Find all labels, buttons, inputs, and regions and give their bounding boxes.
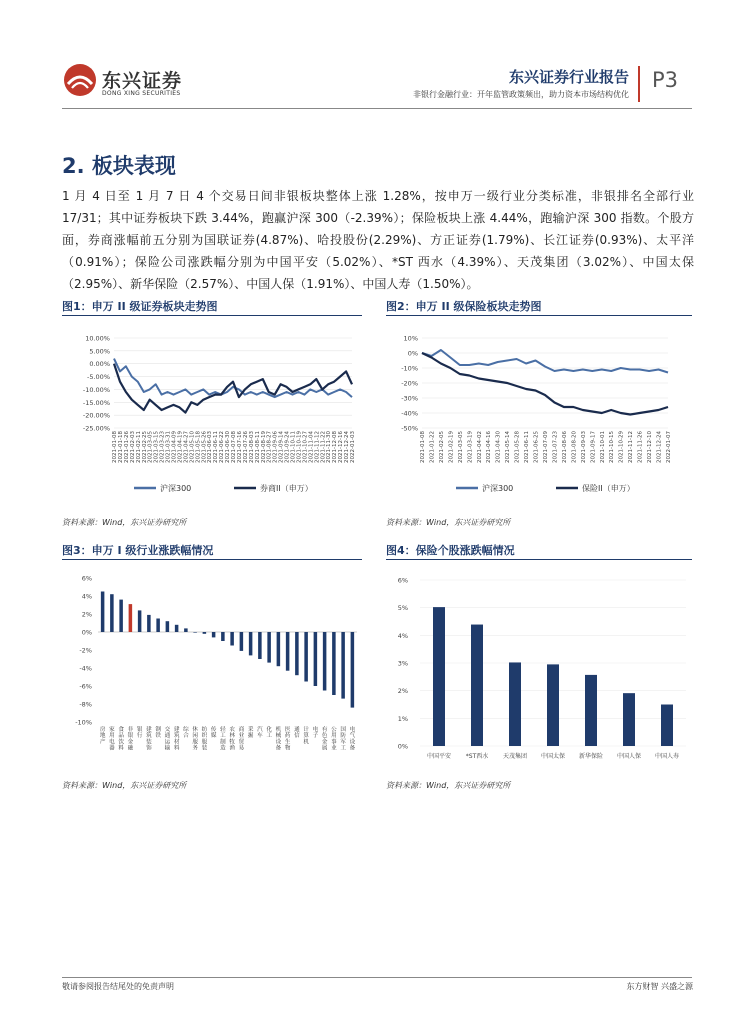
bar xyxy=(471,625,483,746)
bar xyxy=(138,610,142,632)
x-tick-label: 2021-10-01 xyxy=(599,431,606,463)
x-tick-label: 中国太保 xyxy=(540,753,566,760)
x-tick-label: 2021-06-30 xyxy=(225,431,232,463)
footer-rule xyxy=(62,977,692,978)
legend-label: 沪深300 xyxy=(482,484,514,493)
x-tick-label: 通信 xyxy=(294,727,300,740)
bar xyxy=(249,632,253,655)
y-tick-label: -20% xyxy=(401,379,418,388)
x-tick-label: 2021-06-03 xyxy=(207,431,214,463)
x-tick-label: 2021-11-12 xyxy=(314,431,321,463)
x-tick-label: 2021-03-31 xyxy=(165,431,172,463)
x-tick-label: 2021-10-27 xyxy=(302,431,309,463)
x-tick-label: 2021-03-05 xyxy=(457,431,464,463)
x-tick-label: 2021-04-19 xyxy=(177,431,184,463)
x-tick-label: 2021-01-26 xyxy=(123,431,130,463)
x-tick-label: 公用事业 xyxy=(331,727,337,752)
x-tick-label: 2021-08-27 xyxy=(266,431,273,463)
x-tick-label: 家用电器 xyxy=(109,727,115,752)
fig2-chart xyxy=(386,320,692,505)
y-tick-label: 1% xyxy=(397,714,408,723)
page-number: P3 xyxy=(652,68,679,92)
bar xyxy=(295,632,299,675)
x-tick-label: 2021-01-08 xyxy=(112,431,118,463)
bar xyxy=(332,632,336,695)
x-tick-label: 汽车 xyxy=(257,727,263,740)
x-tick-label: 综合 xyxy=(183,727,189,740)
x-tick-label: 2021-04-02 xyxy=(476,431,483,463)
bar xyxy=(509,662,521,746)
x-tick-label: 2021-07-26 xyxy=(242,431,249,463)
x-tick-label: 农林牧渔 xyxy=(229,727,235,752)
legend-label: 保险II（申万） xyxy=(582,484,635,493)
bar xyxy=(203,632,207,634)
x-tick-label: 商业贸易 xyxy=(238,727,245,752)
x-tick-label: 中国人保 xyxy=(616,753,642,760)
bar xyxy=(221,632,225,641)
x-tick-label: 2021-04-30 xyxy=(495,431,502,463)
fig1-rule xyxy=(62,315,362,316)
bar xyxy=(351,632,355,708)
x-tick-label: 2021-08-03 xyxy=(248,431,255,463)
x-tick-label: 2021-11-22 xyxy=(320,431,327,463)
x-tick-label: 2021-01-08 xyxy=(420,431,426,463)
y-tick-label: -10% xyxy=(401,364,418,373)
x-tick-label: 2021-04-09 xyxy=(171,431,178,463)
bar xyxy=(240,632,244,651)
x-tick-label: 房地产 xyxy=(99,727,106,746)
bar xyxy=(258,632,262,659)
y-tick-label: 3% xyxy=(397,659,408,668)
y-tick-label: 6% xyxy=(397,576,408,585)
bar xyxy=(156,619,160,633)
legend-label: 沪深300 xyxy=(160,484,192,493)
x-tick-label: 2021-08-20 xyxy=(571,431,578,463)
x-tick-label: 2021-10-19 xyxy=(296,431,303,463)
x-tick-label: 2021-05-14 xyxy=(505,431,512,463)
x-tick-label: 2021-07-23 xyxy=(552,431,559,463)
x-tick-label: 机械设备 xyxy=(275,727,282,752)
series-line-1 xyxy=(422,353,668,415)
x-tick-label: 2021-01-18 xyxy=(117,431,124,463)
x-tick-label: 2021-09-06 xyxy=(272,431,279,463)
x-tick-label: 2021-05-18 xyxy=(195,431,202,463)
y-tick-label: -30% xyxy=(401,394,418,403)
fig3-rule xyxy=(62,559,362,560)
fig1-title: 图1：申万 II 级证券板块走势图 xyxy=(62,300,218,313)
x-tick-label: 纺织服装 xyxy=(201,727,208,752)
y-tick-label: 0% xyxy=(407,349,418,358)
fig2-title: 图2：申万 II 级保险板块走势图 xyxy=(386,300,542,313)
bar xyxy=(304,632,308,682)
bar xyxy=(166,621,170,632)
x-tick-label: 2021-06-11 xyxy=(213,431,220,463)
y-tick-label: -4% xyxy=(79,664,92,673)
y-tick-label: -10.00% xyxy=(82,385,110,394)
y-tick-label: 0% xyxy=(397,742,408,751)
bar xyxy=(147,615,151,632)
y-tick-label: 2% xyxy=(397,687,408,696)
x-tick-label: 传媒 xyxy=(210,727,217,740)
company-logo xyxy=(62,62,192,104)
y-tick-label: 4% xyxy=(397,631,408,640)
y-tick-label: 0% xyxy=(81,628,92,637)
x-tick-label: 2021-10-15 xyxy=(609,431,616,463)
x-tick-label: 2021-04-27 xyxy=(183,431,190,463)
x-tick-label: 2022-01-07 xyxy=(666,431,672,463)
fig4-title: 图4：保险个股涨跌幅情况 xyxy=(386,544,515,557)
report-subtitle: 非银行金融行业：开年监管政策频出，助力资本市场结构优化 xyxy=(413,90,629,99)
bar xyxy=(585,675,597,746)
x-tick-label: 2021-09-03 xyxy=(580,431,587,463)
x-tick-label: 2021-05-26 xyxy=(201,431,208,463)
x-tick-label: 2021-10-29 xyxy=(618,431,625,463)
x-tick-label: 2021-12-24 xyxy=(656,431,663,463)
bar xyxy=(119,600,123,632)
x-tick-label: 2021-09-14 xyxy=(278,431,285,463)
x-tick-label: 轻工制造 xyxy=(220,727,226,752)
x-tick-label: 有色金属 xyxy=(321,727,328,752)
x-tick-label: 天茂集团 xyxy=(502,753,528,760)
x-tick-label: 中国人寿 xyxy=(654,753,680,760)
bar xyxy=(623,693,635,746)
x-tick-label: 建筑材料 xyxy=(173,727,180,752)
bar xyxy=(433,607,445,746)
y-tick-label: -40% xyxy=(401,409,418,418)
x-tick-label: 钢铁 xyxy=(155,727,161,740)
x-tick-label: 电子 xyxy=(312,727,319,740)
x-tick-label: 2021-08-06 xyxy=(561,431,568,463)
x-tick-label: 2021-02-25 xyxy=(141,431,148,463)
fig3-source: 资料来源：Wind，东兴证券研究所 xyxy=(62,781,187,790)
report-type: 东兴证券行业报告 xyxy=(508,68,629,86)
y-tick-label: -8% xyxy=(79,700,92,709)
x-tick-label: 2021-12-16 xyxy=(338,431,345,463)
y-tick-label: -25.00% xyxy=(82,424,110,433)
bar xyxy=(184,628,188,632)
bar xyxy=(193,632,197,633)
x-tick-label: 2021-03-15 xyxy=(153,431,160,463)
x-tick-label: 2021-01-22 xyxy=(429,431,436,463)
x-tick-label: 2021-06-25 xyxy=(533,431,540,463)
fig3-title: 图3：申万 I 级行业涨跌幅情况 xyxy=(62,544,214,557)
bar xyxy=(267,632,271,663)
bar xyxy=(212,632,216,637)
x-tick-label: 非银金融 xyxy=(127,727,134,752)
bar xyxy=(547,664,559,746)
x-tick-label: 2021-10-11 xyxy=(290,431,297,463)
x-tick-label: 电气设备 xyxy=(349,727,356,752)
y-tick-label: -20.00% xyxy=(82,411,110,420)
bar xyxy=(286,632,290,671)
x-tick-label: 2021-09-17 xyxy=(590,431,597,463)
bar xyxy=(341,632,345,699)
x-tick-label: *ST西水 xyxy=(465,753,489,760)
fig4-chart xyxy=(386,566,692,771)
bar xyxy=(101,592,105,633)
y-tick-label: 10% xyxy=(403,334,418,343)
y-tick-label: -50% xyxy=(401,424,418,433)
x-tick-label: 建筑装饰 xyxy=(146,727,152,752)
x-tick-label: 食品饮料 xyxy=(118,727,124,752)
bar xyxy=(175,625,179,632)
x-tick-label: 2021-03-05 xyxy=(147,431,154,463)
y-tick-label: 4% xyxy=(81,592,92,601)
fig1-source: 资料来源：Wind，东兴证券研究所 xyxy=(62,518,187,527)
section-title: 2. 板块表现 xyxy=(62,154,176,178)
x-tick-label: 中国平安 xyxy=(426,753,452,760)
x-tick-label: 2021-09-24 xyxy=(284,431,291,463)
x-tick-label: 2021-02-11 xyxy=(135,431,142,463)
x-tick-label: 化工 xyxy=(266,727,272,740)
y-tick-label: -15.00% xyxy=(82,398,110,407)
logo-text-cn: 东兴证券 xyxy=(102,70,183,92)
bar xyxy=(110,594,114,632)
x-tick-label: 医药生物 xyxy=(284,727,291,752)
y-tick-label: -2% xyxy=(79,646,92,655)
x-tick-label: 2021-05-28 xyxy=(514,431,521,463)
x-tick-label: 2021-07-08 xyxy=(231,431,237,463)
x-tick-label: 银行 xyxy=(136,727,143,740)
fig4-rule xyxy=(386,559,692,560)
x-tick-label: 2021-11-30 xyxy=(326,431,333,463)
x-tick-label: 2021-08-19 xyxy=(260,431,267,463)
bar xyxy=(314,632,318,686)
y-tick-label: 10.00% xyxy=(85,334,110,343)
y-tick-label: 6% xyxy=(81,574,92,583)
y-tick-label: -10% xyxy=(75,718,92,727)
x-tick-label: 采掘 xyxy=(247,727,254,740)
x-tick-label: 2021-11-04 xyxy=(308,431,315,463)
x-tick-label: 2021-07-16 xyxy=(236,431,243,463)
footer-slogan: 东方财智 兴盛之源 xyxy=(626,982,693,991)
y-tick-label: 5.00% xyxy=(89,347,110,356)
footer-disclaimer: 敬请参阅报告结尾处的免责声明 xyxy=(62,982,174,991)
section-paragraph: 1 月 4 日至 1 月 7 日 4 个交易日间非银板块整体上涨 1.28%，按申万一级行业分类标准，非银排名全部行业 17/31；其中证券板块下跌 3.44%，跑赢沪深 300（-2.39%）；保险板块上涨 4.44%，跑输沪深 300 指数。个股方面，券商涨幅前五分别为国联证券(4.87%)、哈投股份(2.29%)、方正证券(1.79%)、长江证券(0.93%)、太平洋（0.91%）；保险公司涨跌幅分别为中国平安（5.02%）、*ST 西水（4.39%）、天茂集团（3.02%）、中国太保（2.95%）、新华保险（2.57%）、中国人保（1.91%）、中国人寿（1.50%）。 xyxy=(62,189,694,291)
x-tick-label: 国防军工 xyxy=(340,727,346,752)
bar xyxy=(129,604,133,632)
fig2-source: 资料来源：Wind，东兴证券研究所 xyxy=(386,518,511,527)
fig2-rule xyxy=(386,315,692,316)
x-tick-label: 交通运输 xyxy=(164,727,171,752)
bar xyxy=(230,632,234,646)
x-tick-label: 休闲服务 xyxy=(192,727,198,752)
series-line-0 xyxy=(114,359,352,398)
x-tick-label: 2021-04-16 xyxy=(486,431,493,463)
fig3-chart xyxy=(62,566,362,771)
y-tick-label: 0.00% xyxy=(89,360,110,369)
x-tick-label: 2021-02-19 xyxy=(448,431,455,463)
page-header xyxy=(0,0,755,110)
header-divider xyxy=(638,66,640,102)
fig1-chart xyxy=(62,320,362,505)
bar xyxy=(661,705,673,747)
x-tick-label: 2021-11-12 xyxy=(628,431,635,463)
x-tick-label: 2021-11-26 xyxy=(637,431,644,463)
y-tick-label: -6% xyxy=(79,682,92,691)
fig4-source: 资料来源：Wind，东兴证券研究所 xyxy=(386,781,511,790)
x-tick-label: 计算机 xyxy=(303,727,309,746)
x-tick-label: 2021-02-03 xyxy=(129,431,136,463)
logo-text-en: DONG XING SECURITIES xyxy=(102,90,181,97)
x-tick-label: 2021-05-10 xyxy=(189,431,196,463)
legend-label: 券商II（申万） xyxy=(260,484,313,493)
x-tick-label: 2021-12-24 xyxy=(344,431,351,463)
x-tick-label: 2021-03-23 xyxy=(159,431,166,463)
x-tick-label: 2021-08-11 xyxy=(254,431,261,463)
bar xyxy=(323,632,327,691)
y-tick-label: 5% xyxy=(397,604,408,613)
x-tick-label: 新华保险 xyxy=(578,753,604,760)
x-tick-label: 2021-02-05 xyxy=(438,431,445,463)
y-tick-label: 2% xyxy=(81,610,92,619)
bar xyxy=(277,632,281,666)
series-line-0 xyxy=(422,350,668,373)
x-tick-label: 2021-07-09 xyxy=(543,431,549,463)
x-tick-label: 2021-03-19 xyxy=(467,431,474,463)
y-tick-label: -5.00% xyxy=(87,373,110,382)
x-tick-label: 2021-06-11 xyxy=(524,431,531,463)
x-tick-label: 2021-12-08 xyxy=(332,431,339,463)
header-rule xyxy=(62,108,692,109)
logo-mark-icon xyxy=(62,62,98,98)
x-tick-label: 2021-06-22 xyxy=(219,431,226,463)
x-tick-label: 2021-12-10 xyxy=(647,431,654,463)
x-tick-label: 2022-01-03 xyxy=(350,431,356,463)
